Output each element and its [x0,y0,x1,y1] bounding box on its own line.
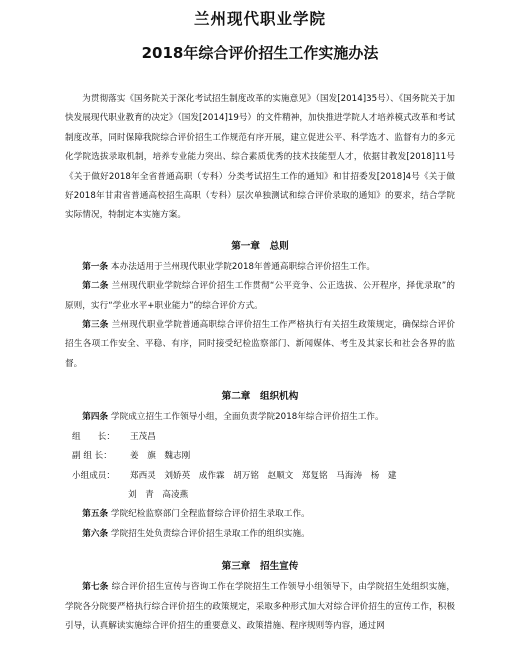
article-2-label: 第二条 [82,281,109,292]
article-1-text: 本办法适用于兰州现代职业学院2018年普通高职综合评价招生工作。 [110,261,376,272]
article-7-text: 综合评价招生宣传与咨询工作在学院招生工作领导小组领导下，由学院招生处组织实施，学院各分院要严格执行综合评价招生的政策规定，采取多种形式加大对综合评价招生的宣传工作，积极引导，认真解读实施综合评价招生的重要意义、政策措施、程序规则等内容，通过网 [65,582,455,631]
article-4-label: 第四条 [82,412,109,423]
article-1 [65,258,455,277]
members-row-2 [65,486,455,505]
members-row [65,467,455,486]
vice-leader-row [65,447,455,466]
members-names-line1: 郑西灵 刘娇英 成作霖 胡万铭 赵顺文 郑复铭 马海涛 杨 建 [130,470,397,481]
document-title: 兰州现代职业学院 [193,10,326,28]
article-3-label: 第三条 [82,320,109,331]
chapter3-heading: 第三章 招生宣传 [221,561,299,573]
leader-name: 王茂昌 [130,431,156,442]
article-4-text: 学院成立招生工作领导小组，全面负责学院2018年综合评价招生工作。 [110,412,384,423]
leader-label: 组 长： [72,431,115,442]
chapter2-heading: 第二章 组织机构 [221,391,299,403]
document-subtitle: 2018年综合评价招生工作实施办法 [141,44,379,62]
article-2 [65,277,455,316]
article-4 [65,408,455,427]
vice-leader-names: 姜 旗 魏志刚 [130,451,191,462]
vice-leader-label: 副 组 长： [72,451,112,462]
article-5 [65,505,455,524]
chapter1-heading: 第一章 总则 [231,240,289,252]
article-7 [65,578,455,636]
intro-paragraph: 为贯彻落实《国务院关于深化考试招生制度改革的实施意见》（国发[2014]35号）、《国务院关于加快发展现代职业教育的决定》（国发[2014]19号）的文件精神，加快推进学院人才培养模式改革和考试制度改革，同时保障我院综合评价招生工作规范有序开展，建立促进公平、科学选才、监督有力的多元化学院选拔录取机制，培养专业能力突出、综合素质优秀的技术技能型人才，依据甘教发[2018]11号《关于做好2018年全省普通高职（专科）分类考试招生工作的通知》和甘招委发[2018]4号《关于做好2018年甘肃省普通高校招生高职（专科）层次单独测试和综合评价录取的通知》的要求，结合学院实际情况，特制定本实施方案。 [65,94,456,221]
article-6-text: 学院招生处负责综合评价招生录取工作的组织实施。 [110,528,310,539]
article-6 [65,525,455,544]
article-1-label: 第一条 [82,261,109,272]
article-6-label: 第六条 [82,528,109,539]
members-names-line2: 刘 青 高凌燕 [128,489,189,500]
article-3-text: 兰州现代职业学院普通高职综合评价招生工作严格执行有关招生政策规定，确保综合评价招生各项工作安全、平稳、有序，同时接受纪检监察部门、新闻媒体、考生及其家长和社会各界的监督。 [65,320,455,369]
article-7-label: 第七条 [82,582,109,593]
article-2-text: 兰州现代职业学院综合评价招生工作贯彻“公平竞争、公正选拔、公开程序，择优录取”的原则，实行“学业水平+职业能力”的综合评价方式。 [65,281,455,311]
article-5-label: 第五条 [82,509,109,520]
members-label: 小组成员： [72,470,115,481]
leader-row [65,428,455,447]
article-5-text: 学院纪检监察部门全程监督综合评价招生录取工作。 [110,509,310,520]
article-3 [65,316,455,374]
